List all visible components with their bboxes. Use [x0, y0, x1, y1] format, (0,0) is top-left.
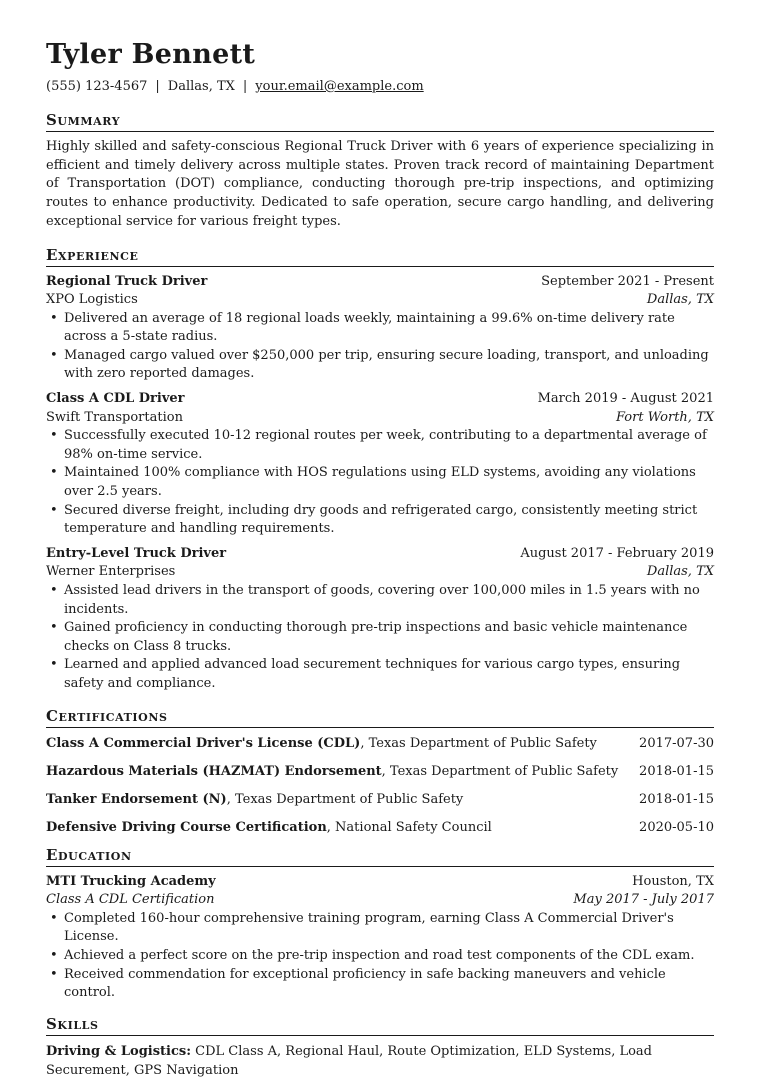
- certification-issuer: , Texas Department of Public Safety: [381, 763, 619, 779]
- certification-issuer: , Texas Department of Public Safety: [226, 791, 464, 807]
- certification-row: [46, 762, 714, 782]
- education-bullets: [46, 910, 714, 1003]
- summary-heading: Summary: [46, 111, 714, 132]
- contact-line: [46, 78, 714, 95]
- location: Dallas, TX: [167, 79, 235, 94]
- job-dates: September 2021 - Present: [541, 273, 714, 289]
- job-title: Class A CDL Driver: [46, 391, 185, 407]
- list-item: • Maintained 100% compliance with HOS regulations using ELD systems, avoiding any violations over 2.5 years.: [64, 464, 714, 501]
- contact-separator: |: [155, 79, 160, 94]
- list-item: • Secured diverse freight, including dry goods and refrigerated cargo, consistently meeting strict temperature and handling requirements.: [64, 502, 714, 539]
- job-bullets: [46, 427, 714, 539]
- list-item: • Completed 160-hour comprehensive training program, earning Class A Commercial Driver's License.: [64, 910, 714, 947]
- list-item: • Delivered an average of 18 regional loads weekly, maintaining a 99.6% on-time delivery rate across a 5-state radius.: [64, 310, 714, 347]
- certification-name: Tanker Endorsement (N): [46, 791, 227, 807]
- job-dates: March 2019 - August 2021: [537, 391, 714, 407]
- education-entry: [46, 873, 714, 1003]
- certification-date: 2018-01-15: [639, 791, 714, 807]
- certification-date: 2020-05-10: [639, 819, 714, 835]
- experience-heading: Experience: [46, 246, 714, 267]
- list-item: • Managed cargo valued over $250,000 per trip, ensuring secure loading, transport, and unloading with zero reported damages.: [64, 347, 714, 384]
- company-name: Swift Transportation: [46, 409, 183, 425]
- skills-label: Driving & Logistics:: [46, 1043, 192, 1059]
- phone: (555) 123-4567: [46, 79, 148, 94]
- company-name: XPO Logistics: [46, 292, 138, 308]
- certification-row: [46, 818, 714, 838]
- email-link[interactable]: your.email@example.com: [255, 79, 424, 94]
- education-dates: May 2017 - July 2017: [573, 892, 714, 908]
- job-location: Fort Worth, TX: [615, 409, 714, 425]
- certification-date: 2017-07-30: [639, 735, 714, 751]
- job-location: Dallas, TX: [646, 292, 714, 308]
- skills-heading: Skills: [46, 1015, 714, 1036]
- list-item: • Gained proficiency in conducting thorough pre-trip inspections and basic vehicle maintenance checks on Class 8 trucks.: [64, 619, 714, 656]
- job-title: Regional Truck Driver: [46, 273, 208, 289]
- certifications-heading: Certifications: [46, 707, 714, 728]
- company-name: Werner Enterprises: [46, 564, 176, 580]
- job-dates: August 2017 - February 2019: [520, 545, 714, 561]
- certification-issuer: , National Safety Council: [326, 819, 492, 835]
- school-location: Houston, TX: [632, 873, 714, 889]
- skills-list: CDL Class A, Regional Haul, Route Optimization, ELD Systems, Load Securement, GPS Navigation: [46, 1043, 653, 1078]
- list-item: • Received commendation for exceptional proficiency in safe backing maneuvers and vehicle control.: [64, 966, 714, 1003]
- job-entry: [46, 273, 714, 385]
- list-item: • Assisted lead drivers in the transport of goods, covering over 100,000 miles in 1.5 years with no incidents.: [64, 582, 714, 619]
- job-location: Dallas, TX: [646, 564, 714, 580]
- certification-row: [46, 790, 714, 810]
- list-item: • Successfully executed 10-12 regional routes per week, contributing to a departmental average of 98% on-time service.: [64, 427, 714, 464]
- education-heading: Education: [46, 846, 714, 867]
- experience-list: [46, 273, 714, 694]
- certification-issuer: , Texas Department of Public Safety: [360, 735, 597, 751]
- list-item: • Learned and applied advanced load securement techniques for various cargo types, ensuring safety and compliance.: [64, 656, 714, 693]
- list-item: • Achieved a perfect score on the pre-trip inspection and road test components of the CDL exam.: [64, 947, 714, 966]
- school-name: MTI Trucking Academy: [46, 873, 216, 889]
- job-entry: [46, 545, 714, 694]
- candidate-name: Tyler Bennett: [46, 39, 256, 70]
- summary-text: Highly skilled and safety-conscious Regional Truck Driver with 6 years of experience specializing in efficient and timely delivery across multiple states. Proven track record of maintaining Department of Transportation (DOT) compliance, conducting thorough pre-trip inspections, and optimizing routes to enhance productivity. Dedicated to safe operation, secure cargo handling, and delivering exceptional service for various freight types.: [46, 139, 714, 229]
- certifications-list: [46, 734, 714, 838]
- certification-info: [46, 734, 597, 754]
- certification-name: Hazardous Materials (HAZMAT) Endorsement: [46, 763, 382, 779]
- certification-info: [46, 762, 618, 782]
- certification-name: Class A Commercial Driver's License (CDL): [46, 735, 361, 751]
- job-title: Entry-Level Truck Driver: [46, 545, 227, 561]
- certification-info: [46, 790, 463, 810]
- certification-info: [46, 818, 492, 838]
- contact-separator: |: [242, 79, 248, 94]
- job-bullets: [46, 310, 714, 384]
- certification-date: 2018-01-15: [639, 763, 714, 779]
- certification-name: Defensive Driving Course Certification: [46, 819, 327, 835]
- program-name: Class A CDL Certification: [46, 892, 215, 908]
- job-bullets: [46, 582, 714, 694]
- certification-row: [46, 734, 714, 754]
- job-entry: [46, 390, 714, 539]
- skills-text: [46, 1042, 714, 1080]
